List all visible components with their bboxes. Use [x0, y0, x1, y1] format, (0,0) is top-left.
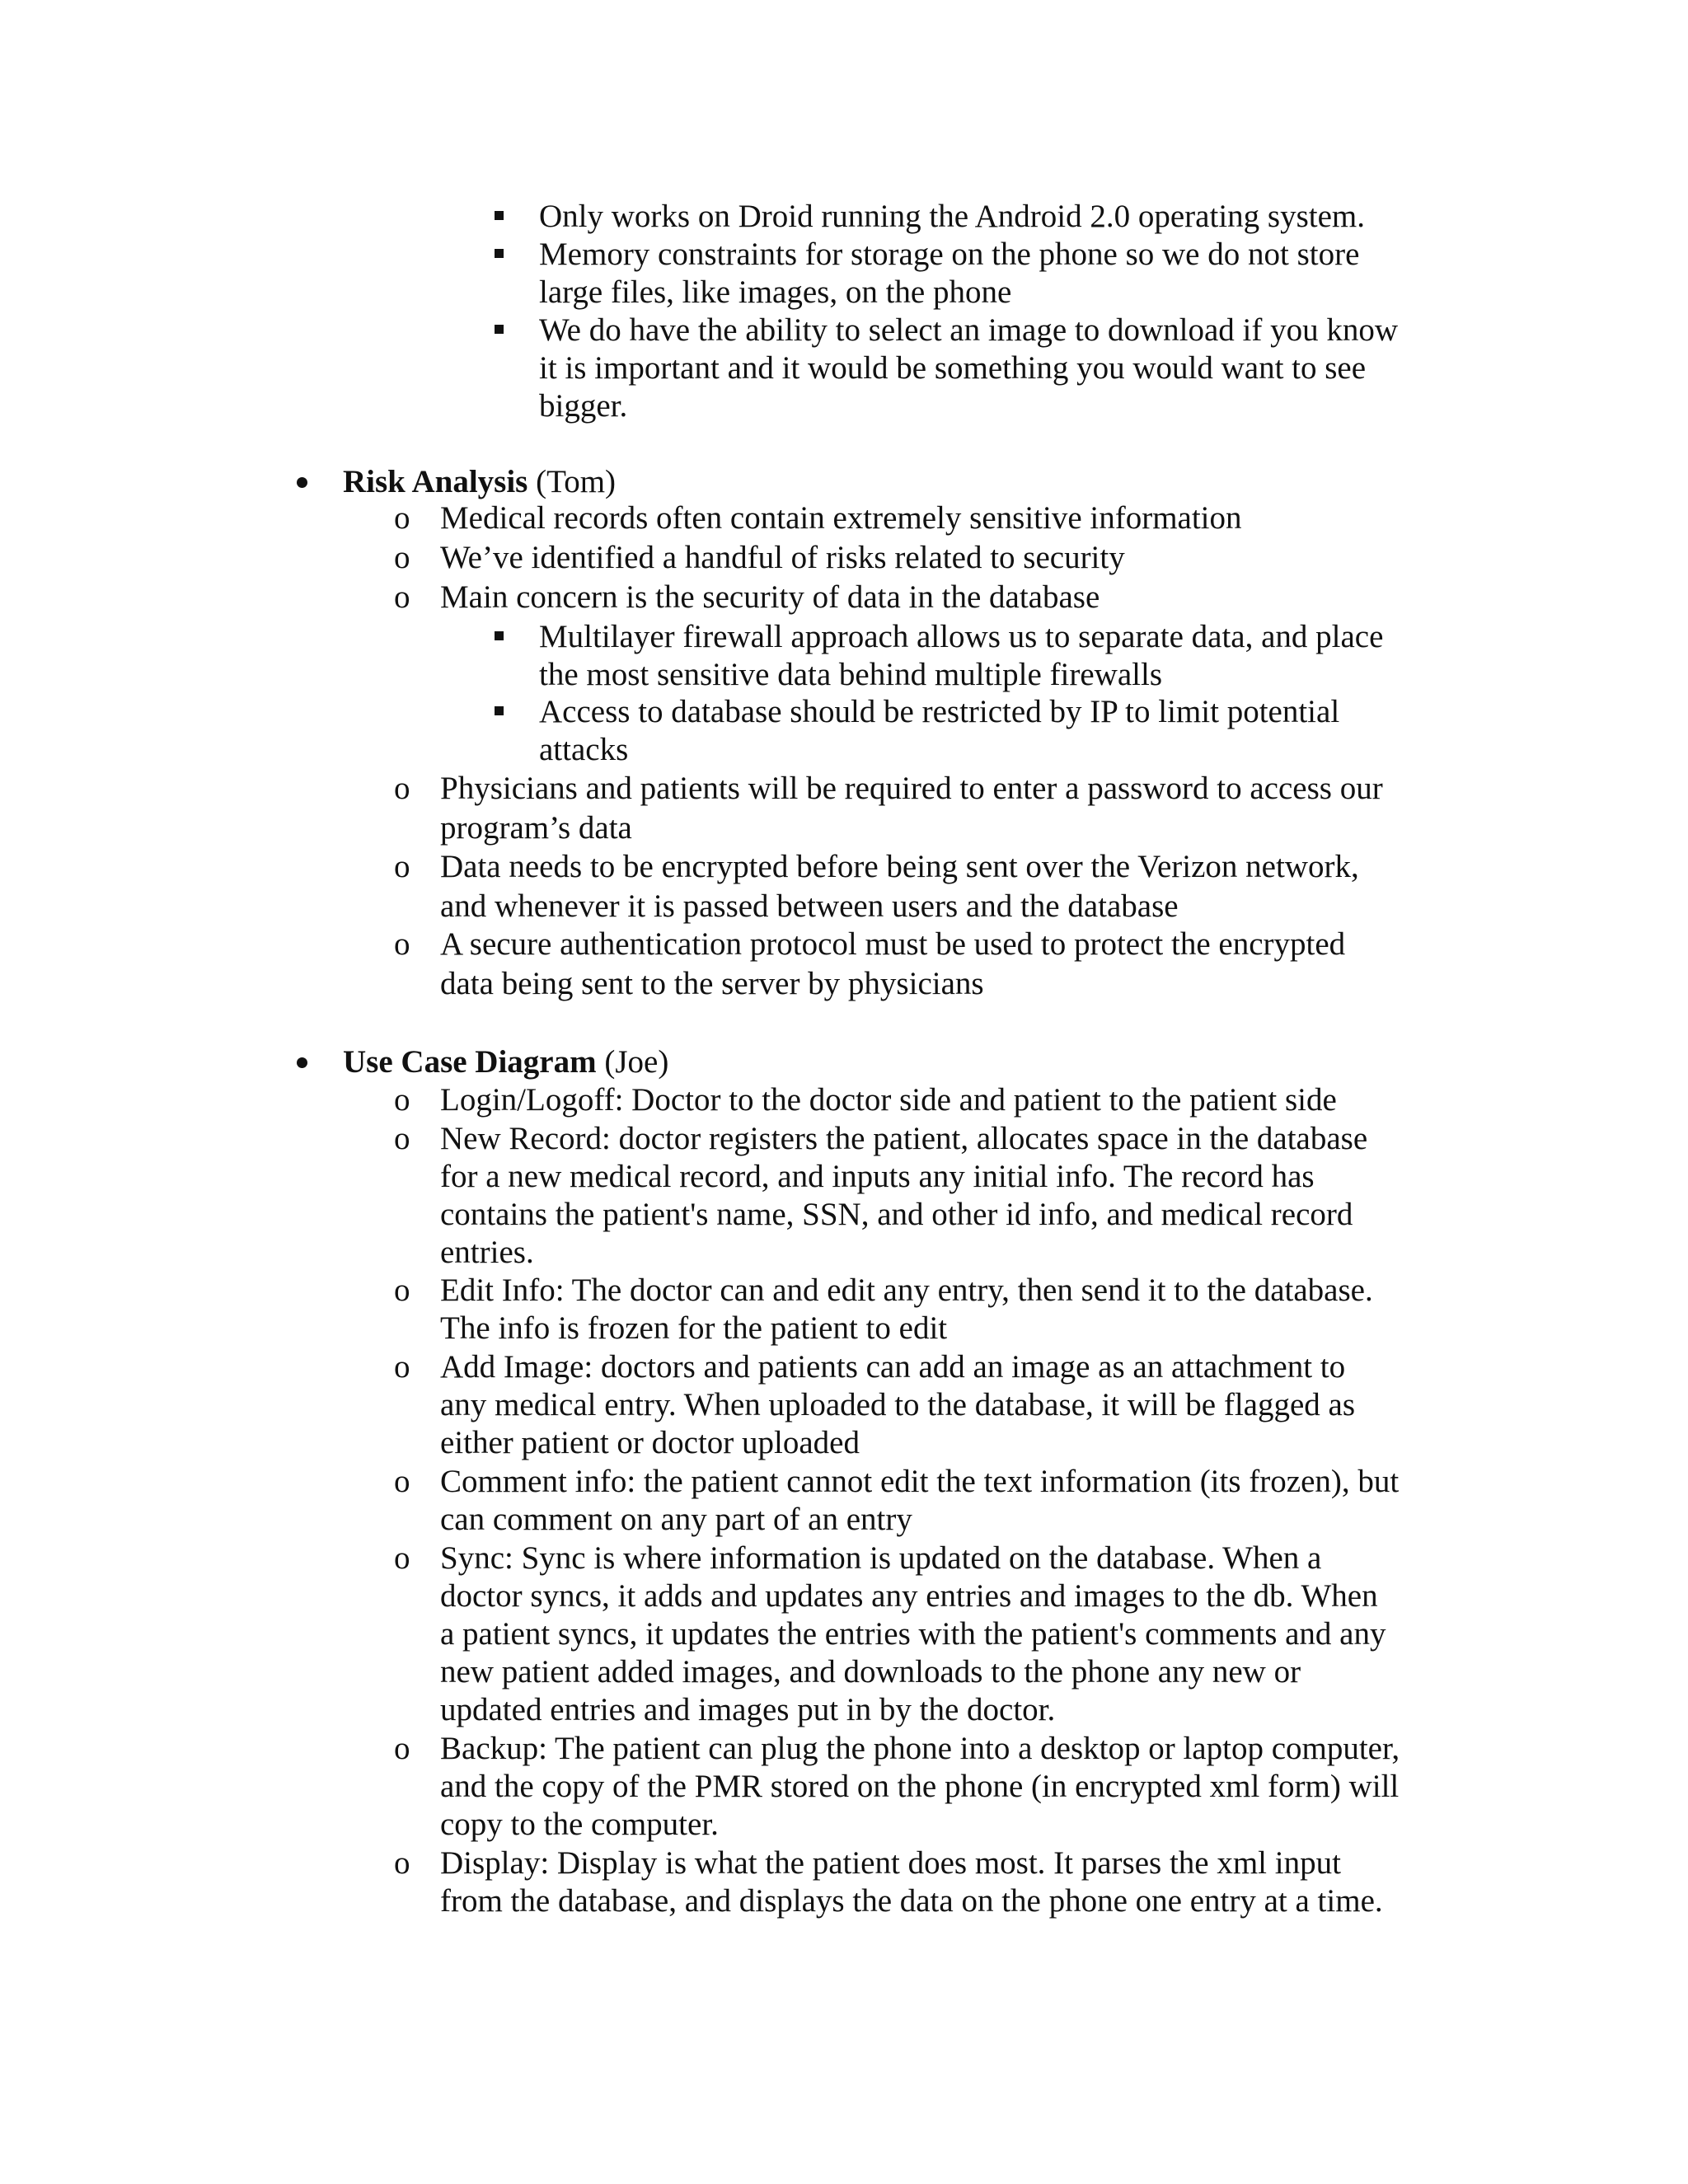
list-item-line: and whenever it is passed between users and the database — [440, 888, 1179, 924]
list-item-line: Memory constraints for storage on the phone so we do not store — [539, 237, 1360, 272]
list-item-line: program’s data — [440, 810, 632, 846]
circle-bullet-icon: o — [394, 1540, 410, 1576]
list-item-line: data being sent to the server by physicians — [440, 966, 984, 1001]
circle-bullet-icon: o — [394, 1349, 410, 1385]
circle-bullet-icon: o — [394, 1272, 410, 1308]
list-item-line: new patient added images, and downloads to the phone any new or — [440, 1654, 1301, 1690]
list-item-line: Login/Logoff: Doctor to the doctor side and patient to the patient side — [440, 1082, 1337, 1118]
list-item-line: Edit Info: The doctor can and edit any entry, then send it to the database. — [440, 1272, 1373, 1308]
section-heading-usecase — [343, 1043, 668, 1081]
list-item-line: Access to database should be restricted by IP to limit potential — [539, 694, 1340, 729]
circle-bullet-icon: o — [394, 771, 410, 806]
circle-bullet-icon: o — [394, 1464, 410, 1499]
list-item-line: attacks — [539, 732, 629, 767]
list-item-line: updated entries and images put in by the doctor. — [440, 1692, 1056, 1727]
list-item-line: The info is frozen for the patient to edit — [440, 1310, 948, 1346]
list-item-line: Data needs to be encrypted before being sent over the Verizon network, — [440, 849, 1359, 884]
list-item-line: New Record: doctor registers the patient, allocates space in the database — [440, 1121, 1368, 1156]
list-item-line: We’ve identified a handful of risks related to security — [440, 540, 1125, 575]
list-item-line: Backup: The patient can plug the phone into a desktop or laptop computer, — [440, 1731, 1400, 1766]
section-owner: (Joe) — [604, 1044, 669, 1080]
square-bullet-icon — [495, 706, 504, 715]
list-item-line: either patient or doctor uploaded — [440, 1425, 860, 1460]
circle-bullet-icon: o — [394, 500, 410, 536]
section-title: Risk Analysis — [343, 464, 528, 499]
section-heading-risk — [343, 463, 616, 501]
circle-bullet-icon: o — [394, 849, 410, 884]
bullet-dot-icon — [297, 1057, 307, 1068]
square-bullet-icon — [495, 211, 504, 220]
list-item-line: entries. — [440, 1235, 534, 1270]
list-item-line: can comment on any part of an entry — [440, 1502, 912, 1537]
list-item-line: doctor syncs, it adds and updates any entries and images to the db. When — [440, 1578, 1378, 1614]
list-item-line: Display: Display is what the patient does most. It parses the xml input — [440, 1845, 1341, 1881]
list-item-line: and the copy of the PMR stored on the phone (in encrypted xml form) will — [440, 1769, 1400, 1804]
list-item-line: from the database, and displays the data on the phone one entry at a time. — [440, 1883, 1383, 1919]
list-item-line: copy to the computer. — [440, 1807, 719, 1842]
list-item-line: the most sensitive data behind multiple firewalls — [539, 657, 1163, 692]
list-item-line: Physicians and patients will be required to enter a password to access our — [440, 771, 1383, 806]
list-item-line: bigger. — [539, 388, 628, 424]
square-bullet-icon — [495, 325, 504, 334]
list-item-line: large files, like images, on the phone — [539, 274, 1012, 310]
section-owner: (Tom) — [536, 464, 617, 499]
circle-bullet-icon: o — [394, 1731, 410, 1766]
list-item-line: Sync: Sync is where information is updated on the database. When a — [440, 1540, 1322, 1576]
list-item-line: a patient syncs, it updates the entries with the patient's comments and any — [440, 1616, 1386, 1652]
list-item-line: Comment info: the patient cannot edit the text information (its frozen), but — [440, 1464, 1400, 1499]
list-item-line: Add Image: doctors and patients can add an image as an attachment to — [440, 1349, 1346, 1385]
list-item-line: any medical entry. When uploaded to the database, it will be flagged as — [440, 1387, 1356, 1422]
section-title: Use Case Diagram — [343, 1044, 597, 1080]
square-bullet-icon — [495, 249, 504, 258]
list-item-line: Main concern is the security of data in the database — [440, 579, 1100, 615]
circle-bullet-icon: o — [394, 540, 410, 575]
list-item-line: Only works on Droid running the Android 2.0 operating system. — [539, 199, 1365, 234]
circle-bullet-icon: o — [394, 579, 410, 615]
list-item-line: Multilayer firewall approach allows us to separate data, and place — [539, 619, 1384, 654]
bullet-dot-icon — [297, 477, 307, 488]
circle-bullet-icon: o — [394, 926, 410, 962]
circle-bullet-icon: o — [394, 1845, 410, 1881]
circle-bullet-icon: o — [394, 1121, 410, 1156]
list-item-line: for a new medical record, and inputs any initial info. The record has — [440, 1159, 1315, 1194]
circle-bullet-icon: o — [394, 1082, 410, 1118]
list-item-line: it is important and it would be something you would want to see — [539, 350, 1367, 386]
list-item-line: Medical records often contain extremely sensitive information — [440, 500, 1242, 536]
list-item-line: contains the patient's name, SSN, and other id info, and medical record — [440, 1197, 1353, 1232]
list-item-line: A secure authentication protocol must be used to protect the encrypted — [440, 926, 1346, 962]
list-item-line: We do have the ability to select an image to download if you know — [539, 312, 1399, 348]
square-bullet-icon — [495, 631, 504, 640]
